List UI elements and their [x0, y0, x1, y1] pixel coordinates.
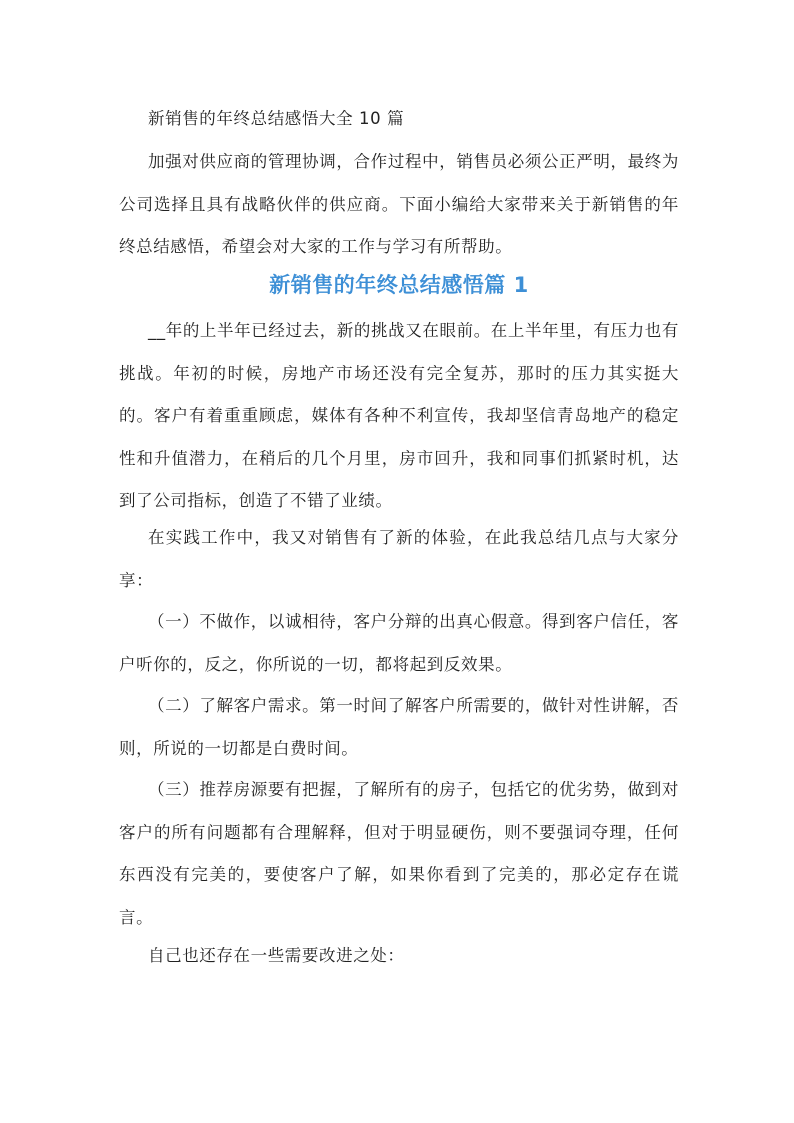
- body-paragraph-3: （一）不做作，以诚相待，客户分辩的出真心假意。得到客户信任，客户听你的，反之，你所说的一切，都将起到反效果。: [119, 612, 679, 674]
- document-title: 新销售的年终总结感悟大全 10 篇: [148, 109, 405, 128]
- body-paragraph-6: 自己也还存在一些需要改进之处：: [148, 946, 405, 965]
- body-paragraph-1: __年的上半年已经过去，新的挑战又在眼前。在上半年里，有压力也有挑战。年初的时候，房地产市场还没有完全复苏，那时的压力其实挺大的。客户有着重重顾虑，媒体有各种不利宣传，我却坚信青岛地产的稳定性和升值潜力，在稍后的几个月里，房市回升，我和同事们抓紧时机，达到了公司指标，创造了不错了业绩。: [119, 321, 679, 510]
- body-paragraph-4: （二）了解客户需求。第一时间了解客户所需要的，做针对性讲解，否则，所说的一切都是白费时间。: [119, 696, 679, 758]
- body-paragraph-2: 在实践工作中，我又对销售有了新的体验，在此我总结几点与大家分享：: [119, 528, 679, 590]
- body-paragraph-5: （三）推荐房源要有把握，了解所有的房子，包括它的优劣势，做到对客户的所有问题都有合理解释，但对于明显硬伤，则不要强词夺理，任何东西没有完美的，要使客户了解，如果你看到了完美的，那必定存在谎言。: [119, 780, 679, 927]
- intro-paragraph: 加强对供应商的管理协调，合作过程中，销售员必须公正严明，最终为公司选择且具有战略伙伴的供应商。下面小编给大家带来关于新销售的年终总结感悟，希望会对大家的工作与学习有所帮助。: [119, 152, 679, 256]
- section-heading: 新销售的年终总结感悟篇 1: [269, 273, 529, 297]
